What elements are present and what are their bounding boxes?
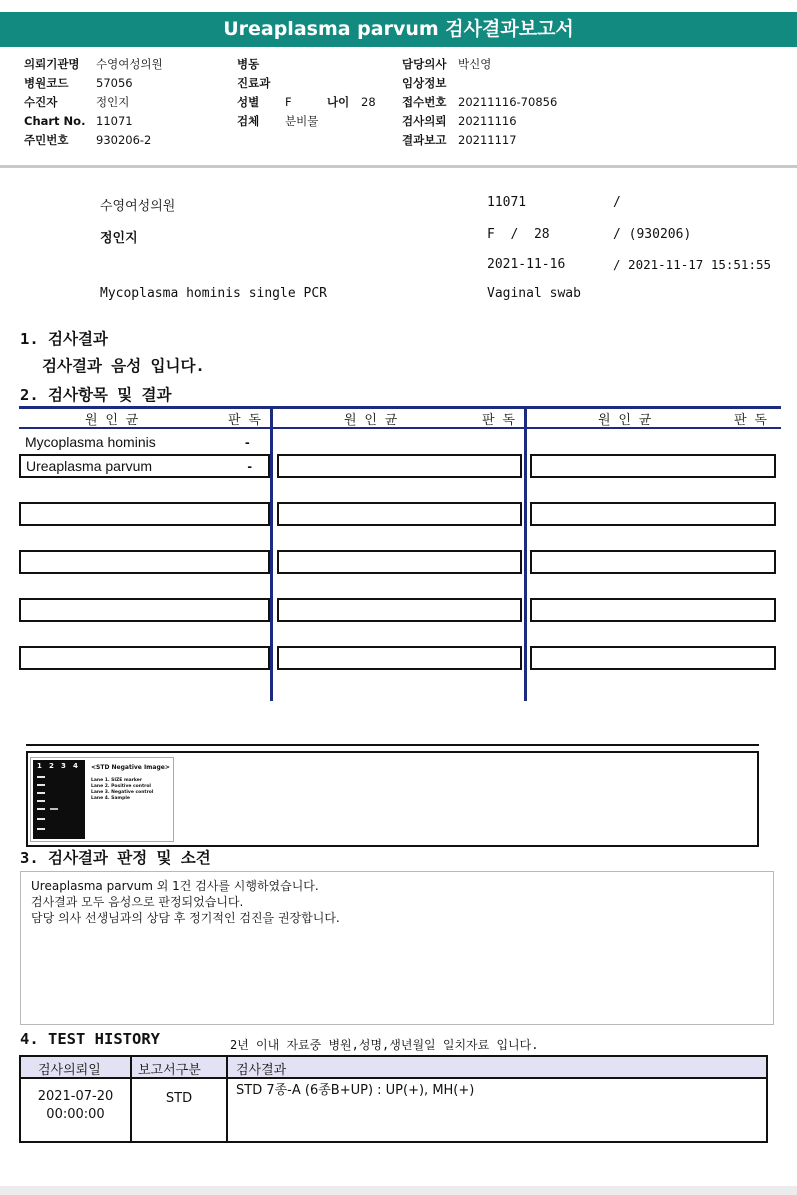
result-empty-cell xyxy=(530,598,776,622)
gel-band xyxy=(50,808,58,810)
info-birth: / (930206) xyxy=(613,227,692,242)
history-date: 2021-07-20 xyxy=(37,1089,114,1104)
doctor-value: 박신영 xyxy=(458,57,492,71)
section3-title: 3. 검사결과 판정 및 소견 xyxy=(20,849,211,867)
gel-image-title: <STD Negative Image> xyxy=(91,764,170,771)
specimen-value: 분비물 xyxy=(285,114,319,128)
gel-legend-line: Lane 4. Sample xyxy=(91,796,130,801)
patient-label: 수진자 xyxy=(24,95,58,109)
specimen-label: 검체 xyxy=(237,114,260,128)
dept-label: 진료과 xyxy=(237,76,271,90)
info-hospital: 수영여성의원 xyxy=(100,199,176,214)
gel-legend-line: Lane 2. Positive control xyxy=(91,784,151,789)
history-table xyxy=(19,1055,768,1143)
sex-value: F xyxy=(285,95,292,109)
opinion-line: Ureaplasma parvum 외 1건 검사를 시행하였습니다. xyxy=(31,879,319,893)
gel-image-thumbnail xyxy=(30,757,174,842)
history-note: 2년 이내 자료중 병원,성명,생년월일 일치자료 입니다. xyxy=(230,1038,539,1052)
chart-label: Chart No. xyxy=(24,114,86,128)
gel-band xyxy=(37,808,45,810)
code-label: 병원코드 xyxy=(24,76,69,90)
history-header-date: 검사의뢰일 xyxy=(38,1063,101,1078)
receipt-label: 접수번호 xyxy=(402,95,447,109)
id-value: 930206-2 xyxy=(96,133,152,147)
col-judgement-3: 판 독 xyxy=(734,413,767,428)
history-header-result: 검사결과 xyxy=(236,1063,287,1078)
col-judgement-2: 판 독 xyxy=(482,413,515,428)
col-judgement-1: 판 독 xyxy=(228,413,261,428)
ward-label: 병동 xyxy=(237,57,260,71)
info-slash: / xyxy=(613,195,621,210)
gel-band xyxy=(37,792,45,794)
gel-band xyxy=(37,776,45,778)
lane-number: 1 xyxy=(37,762,42,770)
lane-number: 2 xyxy=(49,762,54,770)
result-empty-cell xyxy=(530,502,776,526)
result-empty-cell xyxy=(19,598,270,622)
info-request-date: 2021-11-16 xyxy=(487,257,566,272)
result-row-2-name: Ureaplasma parvum xyxy=(26,458,153,474)
info-test-name: Mycoplasma hominis single PCR xyxy=(100,286,327,301)
result-empty-cell xyxy=(19,502,270,526)
result-empty-cell xyxy=(277,646,522,670)
report-value: 20211117 xyxy=(458,133,517,147)
result-empty-cell xyxy=(530,550,776,574)
opinion-box xyxy=(20,871,774,1025)
history-time: 00:00:00 xyxy=(46,1107,105,1122)
result-empty-cell xyxy=(277,598,522,622)
results-table-divider-1 xyxy=(270,406,273,701)
info-report-datetime: / 2021-11-17 15:51:55 xyxy=(613,257,772,272)
info-sex-age: F / 28 xyxy=(487,227,550,242)
col-pathogen-1: 원 인 균 xyxy=(85,413,139,428)
header-col-3 xyxy=(402,55,557,150)
result-empty-cell xyxy=(277,550,522,574)
history-col-divider xyxy=(226,1057,228,1141)
receipt-value: 20211116-70856 xyxy=(458,95,558,109)
gel-band xyxy=(37,818,45,820)
info-specimen: Vaginal swab xyxy=(487,286,581,301)
lane-number: 3 xyxy=(61,762,66,770)
header-divider xyxy=(0,165,797,168)
hospital-label: 의뢰기관명 xyxy=(24,57,80,71)
gel-band xyxy=(37,784,45,786)
results-table-divider-2 xyxy=(524,406,527,701)
code-value: 57056 xyxy=(96,76,133,90)
clinical-label: 임상정보 xyxy=(402,76,447,90)
patient-value: 정인지 xyxy=(96,95,130,109)
sex-label: 성별 xyxy=(237,95,260,109)
gel-band xyxy=(37,828,45,830)
result-empty-cell xyxy=(19,550,270,574)
opinion-line: 담당 의사 선생님과의 상담 후 정기적인 검진을 권장합니다. xyxy=(31,911,340,925)
result-empty-cell xyxy=(277,454,522,478)
result-empty-cell xyxy=(277,502,522,526)
history-table-header xyxy=(21,1057,766,1079)
result-empty-cell xyxy=(19,646,270,670)
id-label: 주민번호 xyxy=(24,133,69,147)
lane-number: 4 xyxy=(73,762,78,770)
section2-title: 2. 검사항목 및 결과 xyxy=(20,386,172,404)
section1-title: 1. 검사결과 xyxy=(20,330,108,348)
opinion-line: 검사결과 모두 음성으로 판정되었습니다. xyxy=(31,895,244,909)
history-header-type: 보고서구분 xyxy=(138,1063,201,1078)
col-pathogen-2: 원 인 균 xyxy=(344,413,398,428)
age-value: 28 xyxy=(361,95,376,109)
age-label: 나이 xyxy=(327,95,350,109)
doctor-label: 담당의사 xyxy=(402,57,447,71)
header-col-2 xyxy=(237,55,376,131)
result-row-2-value: - xyxy=(247,458,252,474)
gel-band xyxy=(37,800,45,802)
report-title: Ureaplasma parvum 검사결과보고서 xyxy=(0,12,797,47)
hospital-value: 수영여성의원 xyxy=(96,57,163,71)
result-row-2 xyxy=(19,454,270,478)
history-row-date xyxy=(21,1088,130,1124)
gel-legend-line: Lane 3. Negative control xyxy=(91,790,154,795)
info-patient: 정인지 xyxy=(100,231,138,246)
col-pathogen-3: 원 인 균 xyxy=(598,413,652,428)
history-row-result: STD 7종-A (6종B+UP) : UP(+), MH(+) xyxy=(236,1083,475,1098)
gel-legend-line: Lane 1. SIZE marker xyxy=(91,778,143,783)
section4-title: 4. TEST HISTORY xyxy=(20,1030,160,1048)
result-row-1-name: Mycoplasma hominis xyxy=(25,434,156,450)
result-row-1-value: - xyxy=(245,434,250,450)
header-col-1 xyxy=(24,55,163,150)
result-empty-cell xyxy=(530,646,776,670)
chart-value: 11071 xyxy=(96,114,133,128)
result-empty-cell xyxy=(530,454,776,478)
gel-electrophoresis-image xyxy=(33,760,85,839)
info-chart-no: 11071 xyxy=(487,195,527,210)
request-label: 검사의뢰 xyxy=(402,114,447,128)
page-bottom-edge xyxy=(0,1186,797,1195)
section1-result: 검사결과 음성 입니다. xyxy=(42,357,205,375)
request-value: 20211116 xyxy=(458,114,517,128)
image-divider xyxy=(26,744,759,746)
history-row-type: STD xyxy=(165,1091,193,1106)
report-label: 결과보고 xyxy=(402,133,447,147)
